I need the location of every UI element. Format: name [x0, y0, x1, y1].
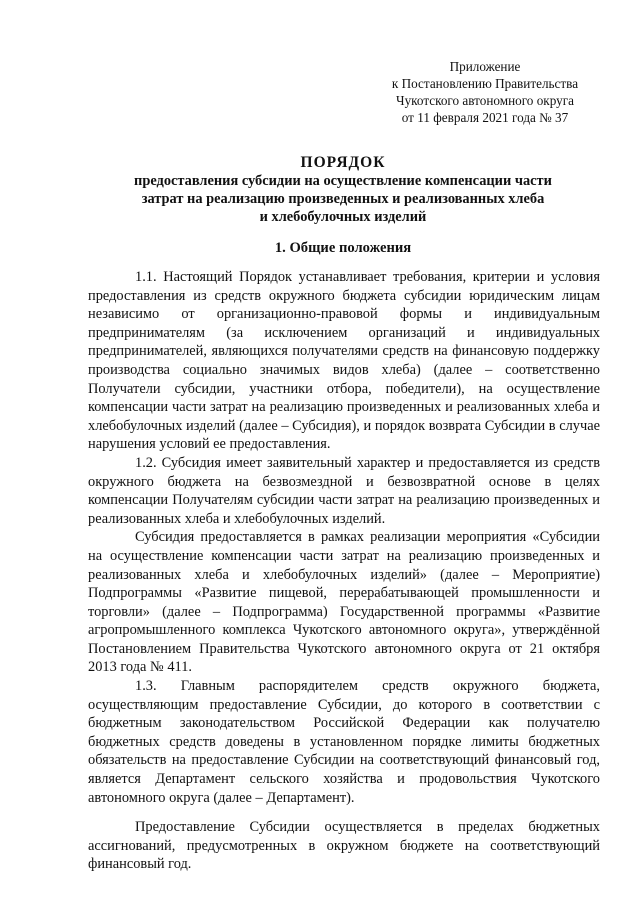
appendix-line: Чукотского автономного округа [396, 93, 574, 108]
paragraph: 1.1. Настоящий Порядок устанавливает требования, критерии и условия предоставления из средств окружного бюджета субсидии юридическим лицам независимо от организационно-правовой формы и индивидуальным предпринимателям (за исключением организаций и индивидуальных предпринимателей, являющихся получателями средств на финансовую поддержку производства социально значимых видов хлеба) (далее – соответственно Получатели субсидии, участники отбора, победители), на осуществление компенсации части затрат на реализацию произведенных и реализованных хлеба и хлебобулочных изделий (далее – Субсидия), и порядок возврата Субсидии в случае нарушения условий ее предоставления. [88, 269, 600, 453]
appendix-note [380, 58, 590, 126]
paragraph: Субсидия предоставляется в рамках реализации мероприятия «Субсидии на осуществление компенсации части затрат на реализацию произведенных и реализованных хлеба и хлебобулочных изделий» (далее – Мероприятие) Подпрограммы «Развитие пищевой, перерабатывающей промышленности и торговли» (далее – Подпрограмма) Государственной программы «Развитие агропромышленного комплекса Чукотского автономного округа», утверждённой Постановлением Правительства Чукотского автономного округа от 21 октября 2013 года № 411. [88, 529, 600, 676]
section-body [88, 268, 600, 874]
paragraph: Предоставление Субсидии осуществляется в пределах бюджетных ассигнований, предусмотренных в окружном бюджете на соответствующий финансовый год. [88, 819, 600, 873]
document-title [88, 153, 598, 226]
appendix-line: к Постановлению Правительства [391, 76, 579, 91]
appendix-line: Приложение [449, 59, 521, 74]
paragraph: 1.2. Субсидия имеет заявительный характер и предоставляется из средств окружного бюджета на безвозмездной и безвозвратной основе в целях компенсации Получателям субсидии части затрат на реализацию произведенных и реализованных хлеба и хлебобулочных изделий. [88, 454, 600, 527]
section-heading: 1. Общие положения [274, 240, 412, 256]
title-subtitle-line: и хлебобулочных изделий [259, 209, 427, 225]
title-subtitle-line: предоставления субсидии на осуществление компенсации части [134, 173, 552, 189]
title-main: ПОРЯДОК [300, 154, 386, 171]
title-subtitle-line: затрат на реализацию произведенных и реализованных хлеба [141, 191, 545, 207]
paragraph: 1.3. Главным распорядителем средств окружного бюджета, осуществляющим предоставление Субсидии, до которого в соответствии с бюджетным законодательством Российской Федерации как получателю бюджетных средств доведены в установленном порядке лимиты бюджетных обязательств на предоставление Субсидии на соответствующий финансовый год, является Департамент сельского хозяйства и продовольствия Чукотского автономного округа (далее – Департамент). [88, 678, 600, 806]
appendix-line: от 11 февраля 2021 года № 37 [401, 110, 569, 125]
